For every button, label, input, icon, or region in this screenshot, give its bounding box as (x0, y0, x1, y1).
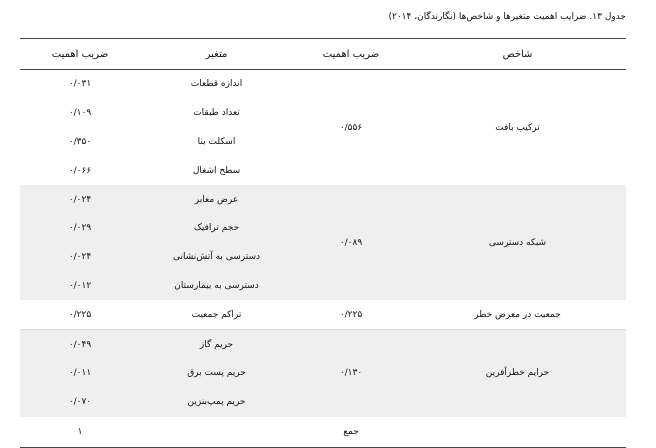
table-caption: جدول ۱۳. ضرایب اهمیت متغیرها و شاخص‌ها (نگارندگان، ۲۰۱۴) (388, 12, 626, 22)
indicator-coef-cell: ۰/۵۵۶ (339, 122, 363, 133)
variable-coef-cell: ۰/۰۱۱ (20, 359, 140, 388)
variable-cell: حریم پمپ‌بنزین (140, 388, 293, 417)
variable-cell: حجم ترافیک (140, 214, 293, 243)
variable-coef-cell: ۰/۰۳۱ (68, 79, 92, 90)
variable-coef-cell: ۰/۰۶۶ (68, 165, 92, 176)
variable-coef-cell: ۰/۰۷۰ (20, 388, 140, 417)
indicator-coef-cell: ۰/۰۸۹ (293, 185, 409, 300)
variable-cell: اسکلت بنا (197, 136, 236, 147)
indicator-coef-cell: ۰/۱۳۰ (293, 330, 409, 417)
variable-coef-cell: ۰/۱۰۹ (68, 108, 92, 119)
variable-coef-cell: ۰/۳۵۰ (68, 136, 92, 147)
indicator-cell: ترکیب بافت (495, 122, 540, 133)
total-value: ۱ (20, 417, 140, 448)
table-body (20, 70, 626, 448)
indicator-coef-cell: ۰/۲۲۵ (293, 300, 409, 329)
variable-cell: اندازه قطعات (190, 79, 243, 90)
indicator-cell: حرایم خطرآفرین (409, 330, 626, 417)
indicator-cell: جمعیت در معرض خطر (409, 300, 626, 329)
variable-cell: حریم گاز (140, 330, 293, 359)
variable-coef-cell: ۰/۰۲۴ (20, 185, 140, 214)
table-row (20, 185, 626, 214)
variable-coef-cell: ۰/۰۴۹ (20, 330, 140, 359)
table-row (20, 330, 626, 359)
variable-coef-cell: ۰/۰۲۹ (20, 214, 140, 243)
variable-coef-cell: ۰/۲۲۵ (20, 300, 140, 329)
total-spacer (409, 417, 626, 448)
variable-cell: تراکم جمعیت (140, 300, 293, 329)
total-spacer (140, 417, 293, 448)
total-row (20, 417, 626, 448)
importance-coefficients-table (20, 38, 626, 448)
header-indicator: شاخص (409, 39, 626, 70)
header-row (20, 39, 626, 70)
variable-cell: عرض معابر (140, 185, 293, 214)
variable-cell: حریم پست برق (140, 359, 293, 388)
header-indicator-coef: ضریب اهمیت (293, 39, 409, 70)
variable-cell: دسترسی به بیمارستان (140, 272, 293, 301)
indicator-cell: شبکه دسترسی (409, 185, 626, 300)
total-label: جمع (293, 417, 409, 448)
table-row (20, 70, 626, 99)
variable-coef-cell: ۰/۰۲۴ (20, 243, 140, 272)
header-variable: متغیر (140, 39, 293, 70)
header-variable-coef: ضریب اهمیت (20, 39, 140, 70)
variable-cell: دسترسی به آتش‌نشانی (140, 243, 293, 272)
variable-coef-cell: ۰/۰۱۲ (20, 272, 140, 301)
table-row (20, 300, 626, 329)
variable-cell: سطح اشغال (192, 165, 241, 176)
variable-cell: تعداد طبقات (193, 108, 240, 119)
